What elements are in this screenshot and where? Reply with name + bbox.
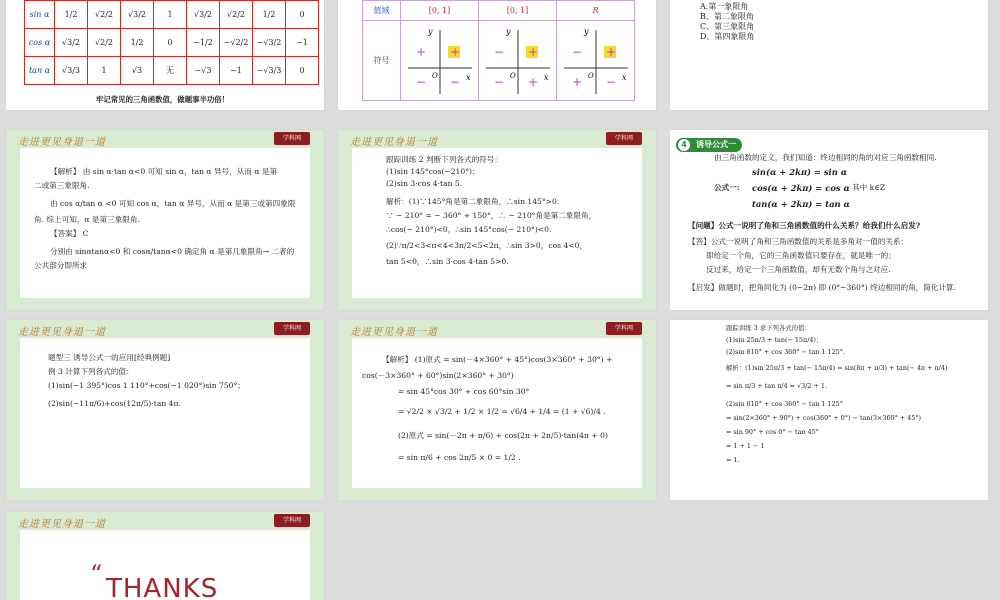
brand-logo: 学科网 xyxy=(274,514,310,527)
answer-line: 【答案】 C xyxy=(50,229,89,238)
slide-content xyxy=(352,148,642,298)
slide-thumb-3[interactable] xyxy=(670,0,988,110)
hint-line: 公共部分即所求 xyxy=(34,261,88,270)
solution-line: = sin(2×360° + 90°) + cos(360° + 0°) − tan(3×360° + 45°) xyxy=(726,414,922,422)
table-cell: √3/3 xyxy=(55,57,88,85)
inspiration-text: 【启发】做题时，把角同化为 (0~2π) 即 (0°~360°) 终边相同的角，简化计算. xyxy=(688,283,957,292)
solution-line: = √2/2 × √3/2 + 1/2 × 1/2 = √6/4 + 1/4 = (1 + √6)/4 . xyxy=(398,407,606,416)
svg-text:−: − xyxy=(571,44,582,59)
svg-text:+: + xyxy=(527,74,538,89)
formula-line: tan(α + 2kπ) = tan α xyxy=(752,199,850,209)
answer-line: 【答】公式一说明了角和三角函数值的关系是多角对一值的关系： xyxy=(688,237,909,246)
exercise-question: (2)sin 810° + cos 360° − tan 1 125°. xyxy=(726,348,845,356)
svg-text:O: O xyxy=(509,71,516,80)
solution-line: (2)sin 810° + cos 360° − tan 1 125° xyxy=(726,400,843,408)
table-cell: R xyxy=(557,1,635,21)
table-cell: −1 xyxy=(286,29,319,57)
solution-line: 由 cos α/tan α <0 可知 cos α，tan α 异号，从而 α 是第三或第四象限 xyxy=(50,199,296,208)
table-footer-note: 牢记常见的三角函数值，做题事半功倍！ xyxy=(96,95,230,104)
svg-text:y: y xyxy=(583,26,589,36)
section-heading: 题型三 诱导公式一的应用[经典例题] xyxy=(48,353,171,362)
solution-line: ∵ − 210° = − 360° + 150°，∴ − 210°角是第二象限角， xyxy=(386,211,597,220)
solution-line: cos(－3×360° + 60°)sin(2×360° + 30°) xyxy=(362,371,514,380)
banner-decoration: 走进更见身退一道 xyxy=(18,519,106,530)
banner-decoration: 走进更见身退一道 xyxy=(18,327,106,338)
brand-logo: 学科网 xyxy=(606,322,642,335)
choice-list xyxy=(700,2,754,42)
svg-text:−: − xyxy=(415,74,426,89)
slide-content xyxy=(352,338,642,488)
solution-line: = 1 + 1 − 1 xyxy=(726,442,765,450)
svg-text:−: − xyxy=(605,74,616,89)
brand-logo: 学科网 xyxy=(274,132,310,145)
solution-line: = 1. xyxy=(726,456,740,464)
svg-text:+: + xyxy=(415,44,426,59)
slide-thumb-1[interactable] xyxy=(6,0,324,110)
section-number: 4 xyxy=(678,139,690,151)
slide-thumb-2[interactable] xyxy=(338,0,656,110)
solution-line: = sin π/6 + cos 2π/5 × 0 = 1/2 . xyxy=(398,453,521,462)
svg-text:y: y xyxy=(427,26,433,36)
svg-text:O: O xyxy=(587,71,594,80)
solution-line: = sin π/3 + tan π/4 = √3/2 + 1. xyxy=(726,382,827,390)
row-label: 符号 xyxy=(363,21,401,101)
solution-line: 解析：(1)sin 25π/3 + tan(− 15π/4) = sin(8π + π/3) + tan(− 4π + π/4) xyxy=(726,364,948,372)
solution-line: 【解析】 由 sin α·tan α<0 可知 sin α，tan α 异号，从而 α 是第 xyxy=(50,167,278,176)
svg-text:−: − xyxy=(449,74,460,89)
svg-text:O: O xyxy=(431,71,438,80)
sign-diagram-sin xyxy=(401,21,479,101)
table-cell: −√3/3 xyxy=(253,57,286,85)
banner-decoration: 走进更见身退一道 xyxy=(18,137,106,148)
intro-text: 由三角函数的定义，我们知道：终边相同的角的对应三角函数相同. xyxy=(714,153,937,162)
choice-option: C、第三象限角 xyxy=(700,22,755,31)
example-title: 例 3 计算下列各式的值： xyxy=(48,367,134,376)
banner-decoration: 走进更见身退一道 xyxy=(350,137,438,148)
brand-logo: 学科网 xyxy=(274,322,310,335)
slide-thumb-9[interactable] xyxy=(670,320,988,500)
table-cell: 0 xyxy=(286,1,319,29)
section-badge xyxy=(676,138,742,152)
thanks-title: THANKS xyxy=(106,574,219,600)
table-cell: 1 xyxy=(154,1,187,29)
row-label: sin α xyxy=(25,1,55,29)
table-row xyxy=(25,29,319,57)
slide-banner xyxy=(338,130,656,148)
banner-decoration: 走进更见身退一道 xyxy=(350,327,438,338)
table-cell: √2/2 xyxy=(88,29,121,57)
slide-banner xyxy=(6,130,324,148)
svg-text:+: + xyxy=(449,44,460,59)
exercise-title: 跟踪训练 3 求下列各式的值： xyxy=(726,324,811,332)
solution-line: 【解析】 (1)原式 = sin(－4×360° + 45°)cos(3×360° + 30°) + xyxy=(382,355,613,364)
section-title: 诱导公式一 xyxy=(696,140,736,149)
solution-line: 解析：(1)∵145°角是第二象限角，∴sin 145°>0. xyxy=(386,197,560,206)
solution-line: = sin 45°cos 30° + cos 60°sin 30° xyxy=(398,387,530,396)
table-cell: −√3/2 xyxy=(253,29,286,57)
solution-line: (2)原式 = sin(－2π + π/6) + cos(2π + 2π/5)·tan(4π + 0) xyxy=(398,431,608,440)
formula-label: 公式一: xyxy=(714,183,740,192)
slide-thumb-7[interactable] xyxy=(6,320,324,500)
exercise-title: 跟踪训练 2 判断下列各式的符号： xyxy=(386,155,502,164)
table-cell: [0, 1] xyxy=(479,1,557,21)
table-row xyxy=(363,21,635,101)
sign-table xyxy=(362,0,635,101)
row-label: cos α xyxy=(25,29,55,57)
table-cell: −√3 xyxy=(187,57,220,85)
table-cell: 1 xyxy=(88,57,121,85)
solution-line: 角. 综上可知，α 是第三象限角. xyxy=(34,215,140,224)
row-label: tan α xyxy=(25,57,55,85)
slide-thumb-8[interactable] xyxy=(338,320,656,500)
table-cell: −1/2 xyxy=(187,29,220,57)
exercise-question: (1)sin 25π/3 + tan(− 15π/4)； xyxy=(726,336,823,344)
brand-logo: 学科网 xyxy=(606,132,642,145)
formula-condition: 其中 k∈Z xyxy=(852,183,886,192)
table-cell: −1 xyxy=(220,57,253,85)
table-cell: 无 xyxy=(154,57,187,85)
choice-option: D、第四象限角 xyxy=(700,32,755,41)
slide-content xyxy=(20,338,310,488)
table-cell: 0 xyxy=(286,57,319,85)
table-cell: √3/2 xyxy=(121,1,154,29)
table-row xyxy=(25,1,319,29)
slide-thumb-4[interactable] xyxy=(6,130,324,310)
table-cell: √2/2 xyxy=(88,1,121,29)
quote-mark: “ xyxy=(90,560,103,588)
solution-line: tan 5<0，∴sin 3·cos 4·tan 5>0. xyxy=(386,257,509,266)
answer-line: 即给定一个角，它的三角函数值只要存在，就是唯一的； xyxy=(706,251,896,260)
table-cell: √2/2 xyxy=(220,1,253,29)
slide-content xyxy=(20,530,310,600)
formula-line: sin(α + 2kπ) = sin α xyxy=(752,167,848,177)
slide-thumb-5[interactable] xyxy=(338,130,656,310)
table-cell: √3 xyxy=(121,57,154,85)
table-cell: 1/2 xyxy=(121,29,154,57)
choice-option: B、第二象限角 xyxy=(700,12,754,21)
trig-value-table xyxy=(24,0,319,85)
svg-text:x: x xyxy=(465,72,471,82)
example-question: (1)sin(−1 395°)cos 1 110°+cos(−1 020°)sin 750°； xyxy=(48,381,245,390)
slide-banner xyxy=(6,512,324,530)
slide-banner xyxy=(6,320,324,338)
svg-text:−: − xyxy=(493,74,504,89)
svg-text:+: + xyxy=(571,74,582,89)
choice-option: A.第一象限角 xyxy=(700,2,749,11)
row-label: 值域 xyxy=(363,1,401,21)
sign-diagram-tan xyxy=(557,21,635,101)
table-cell: 1/2 xyxy=(55,1,88,29)
table-cell: √3/2 xyxy=(55,29,88,57)
table-row xyxy=(25,57,319,85)
solution-line: = sin 90° + cos 0° − tan 45° xyxy=(726,428,819,436)
sign-diagram-cos xyxy=(479,21,557,101)
hint-line: 分别由 sinαtanα<0 和 cosα/tanα<0 确定角 α 是第几象限角→ 二者的 xyxy=(50,247,295,256)
question-text: 【问题】公式一说明了角和三角函数值的什么关系？给我们什么启发? xyxy=(688,221,921,230)
answer-line: 反过来，给定一个三角函数值，却有无数个角与之对应. xyxy=(706,265,891,274)
table-cell: √3/2 xyxy=(187,1,220,29)
slide-content xyxy=(20,148,310,298)
solution-line: ∴cos(− 210°)<0，∴sin 145°cos(− 210°)<0. xyxy=(386,225,552,234)
exercise-question: (2)sin 3·cos 4·tan 5. xyxy=(386,179,463,188)
table-cell: 1/2 xyxy=(253,1,286,29)
exercise-question: (1)sin 145°cos(−210°)； xyxy=(386,167,480,176)
svg-text:+: + xyxy=(527,44,538,59)
svg-text:x: x xyxy=(621,72,627,82)
svg-text:+: + xyxy=(605,44,616,59)
formula-line: cos(α + 2kπ) = cos α xyxy=(752,183,850,193)
solution-line: (2)∵π/2<3<π<4<3π/2<5<2π，∴sin 3>0，cos 4<0， xyxy=(386,241,588,250)
table-cell: [0, 1] xyxy=(401,1,479,21)
solution-line: 二或第三象限角. xyxy=(34,181,90,190)
svg-text:y: y xyxy=(505,26,511,36)
slide-thumb-6[interactable] xyxy=(670,130,988,310)
slide-thumb-10[interactable] xyxy=(6,512,324,600)
example-question: (2)sin(−11π/6)+cos(12π/5)·tan 4π. xyxy=(48,399,181,408)
svg-text:−: − xyxy=(493,44,504,59)
svg-text:x: x xyxy=(543,72,549,82)
table-row xyxy=(363,1,635,21)
slide-banner xyxy=(338,320,656,338)
table-cell: −√2/2 xyxy=(220,29,253,57)
table-cell: 0 xyxy=(154,29,187,57)
